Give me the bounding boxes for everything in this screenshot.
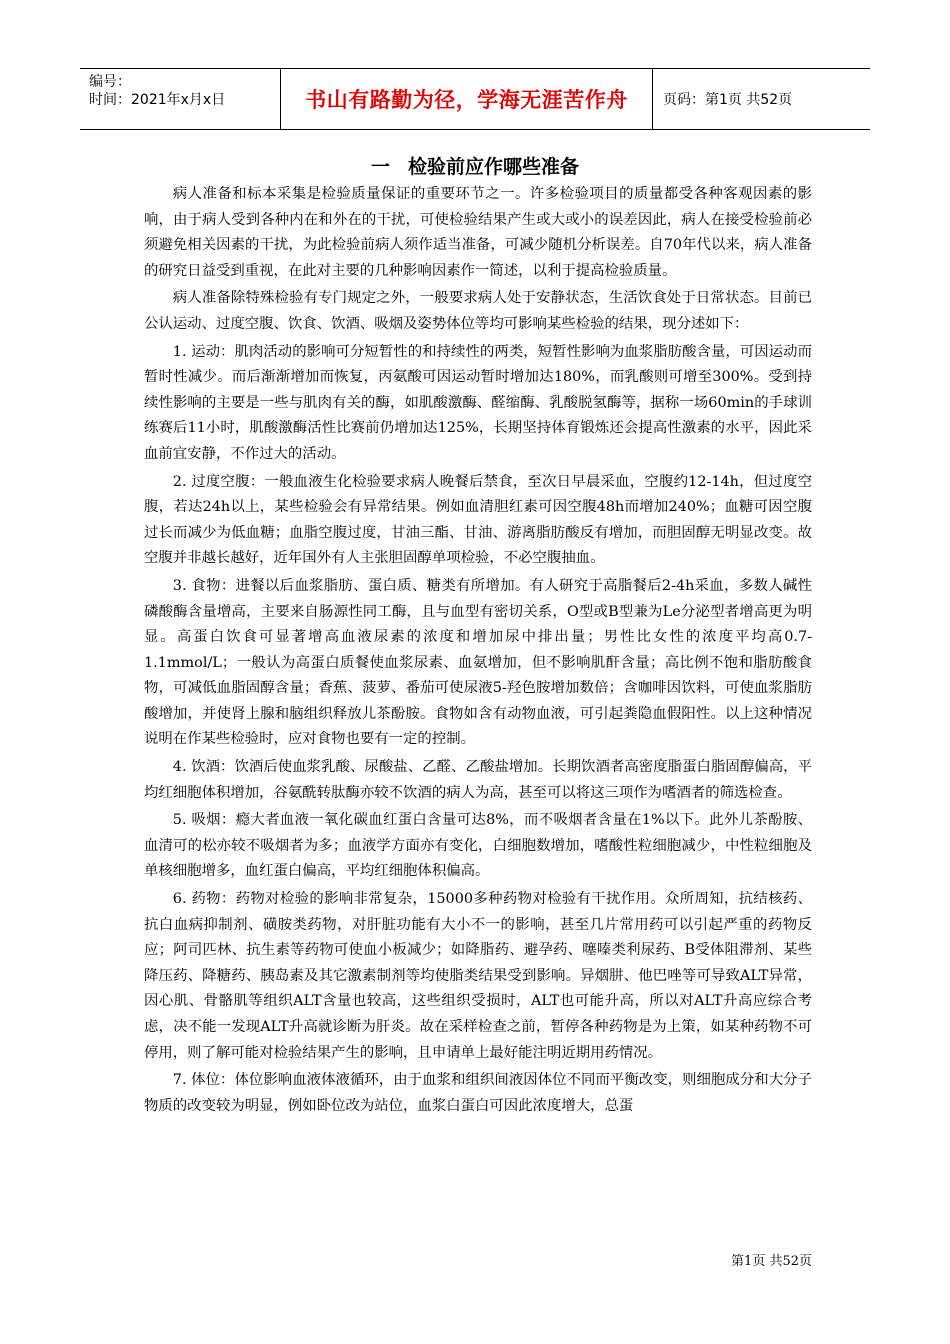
body-text	[144, 182, 812, 1121]
header-table	[80, 68, 870, 130]
paragraph-exercise: 1. 运动：肌肉活动的影响可分短暂性的和持续性的两类，短暂性影响为血浆脂肪酸含量，可因运动而暂时性减少。而后渐渐增加而恢复，丙氨酸可因运动暂时增加达180%，而乳酸则可增至300%。受到持续性影响的主要是一些与肌肉有关的酶，如肌酸激酶、醛缩酶、乳酸脱氢酶等，据称一场60min的手球训练赛后11小时，肌酸激酶活性比赛前仍增加达125%，长期坚持体育锻炼还会提高性激素的水平，因此采血前宜安静，不作过大的活动。	[144, 343, 812, 462]
paragraph-drugs: 6. 药物：药物对检验的影响非常复杂，15000多种药物对检验有干扰作用。众所周知，抗结核药、抗白血病抑制剂、磺胺类药物，对肝脏功能有大小不一的影响，甚至几片常用药可以引起严重的药物反应；阿司匹林、抗生素等药物可使血小板减少；如降脂药、避孕药、噻嗪类利尿药、B受体阻滞剂、某些降压药、降糖药、胰岛素及其它激素制剂等均使脂类结果受到影响。异烟肼、他巴唑等可导致ALT异常，因心肌、骨骼肌等组织ALT含量也较高，这些组织受损时，ALT也可能升高，所以对ALT升高应综合考虑，决不能一发现ALT升高就诊断为肝炎。故在采样检查之前，暂停各种药物是为上策，如某种药物不可停用，则了解可能对检验结果产生的影响，且申请单上最好能注明近期用药情况。	[144, 891, 812, 1061]
paragraph-smoking: 5. 吸烟：瘾大者血液一氧化碳血红蛋白含量可达8%，而不吸烟者含量在1%以下。此外儿茶酚胺、血清可的松亦较不吸烟者为多；血液学方面亦有变化，白细胞数增加，嗜酸性粒细胞减少，中性粒细胞及单核细胞增多，血红蛋白偏高，平均红细胞体积偏高。	[144, 812, 812, 880]
paragraph-food: 3. 食物：进餐以后血浆脂肪、蛋白质、糖类有所增加。有人研究于高脂餐后2-4h采血，多数人碱性磷酸酶含量增高，主要来自肠源性同工酶，且与血型有密切关系，O型或B型兼为Le分泌型者增高更为明显。高蛋白饮食可显著增高血液尿素的浓度和增加尿中排出量；男性比女性的浓度平均高0.7-1.1mmol/L；一般认为高蛋白质餐使血浆尿素、血氨增加，但不影响肌酐含量；高比例不饱和脂肪酸食物，可减低血脂固醇含量；香蕉、菠萝、番茄可使尿液5-羟色胺增加数倍；含咖啡因饮料，可使血浆脂肪酸增加，并使肾上腺和脑组织释放儿茶酚胺。食物如含有动物血液，可引起粪隐血假阳性。以上这种情况说明在作某些检验时，应对食物也要有一定的控制。	[144, 577, 812, 748]
document-date: 时间：2021年x月x日	[89, 92, 226, 108]
section-title	[0, 152, 950, 179]
document-number-label: 编号：	[89, 74, 131, 90]
header-motto: 书山有路勤为径，学海无涯苦作舟	[281, 69, 653, 129]
section-title-text: 检验前应作哪些准备	[408, 156, 580, 178]
header-page-info: 页码：第1页 共52页	[663, 92, 793, 108]
header-meta	[80, 69, 281, 129]
paragraph-alcohol: 4. 饮酒：饮酒后使血浆乳酸、尿酸盐、乙醛、乙酸盐增加。长期饮酒者高密度脂蛋白脂固醇偏高，平均红细胞体积增加，谷氨酰转肽酶亦较不饮酒的病人为高，甚至可以将这三项作为嗜酒者的筛选检查。	[144, 759, 812, 801]
paragraph-posture: 7. 体位：体位影响血液体液循环，由于血浆和组织间液因体位不同而平衡改变，则细胞成分和大分子物质的改变较为明显，例如卧位改为站位，血浆白蛋白可因此浓度增大，总蛋	[144, 1072, 812, 1114]
section-number: 一	[370, 156, 390, 178]
page-footer: 第1页 共52页	[731, 1254, 812, 1269]
paragraph-fasting: 2. 过度空腹：一般血液生化检验要求病人晚餐后禁食，至次日早晨采血，空腹约12-14h，但过度空腹，若达24h以上，某些检验会有异常结果。例如血清胆红素可因空腹48h而增加240%；血糖可因空腹过长而减少为低血糖；血脂空腹过度，甘油三酯、甘油、游离脂肪酸反有增加，而胆固醇无明显改变。故空腹并非越长越好，近年国外有人主张胆固醇单项检验，不必空腹抽血。	[144, 473, 812, 567]
paragraph-intro: 病人准备和标本采集是检验质量保证的重要环节之一。许多检验项目的质量都受各种客观因素的影响，由于病人受到各种内在和外在的干扰，可使检验结果产生或大或小的误差因此，病人在接受检验前必须避免相关因素的干扰，为此检验前病人须作适当准备，可减少随机分析误差。自70年代以来，病人准备的研究日益受到重视，在此对主要的几种影响因素作一简述，以利于提高检验质量。	[144, 186, 812, 279]
paragraph-overview: 病人准备除特殊检验有专门规定之外，一般要求病人处于安静状态，生活饮食处于日常状态。目前已公认运动、过度空腹、饮食、饮酒、吸烟及姿势体位等均可影响某些检验的结果，现分述如下：	[144, 290, 812, 332]
